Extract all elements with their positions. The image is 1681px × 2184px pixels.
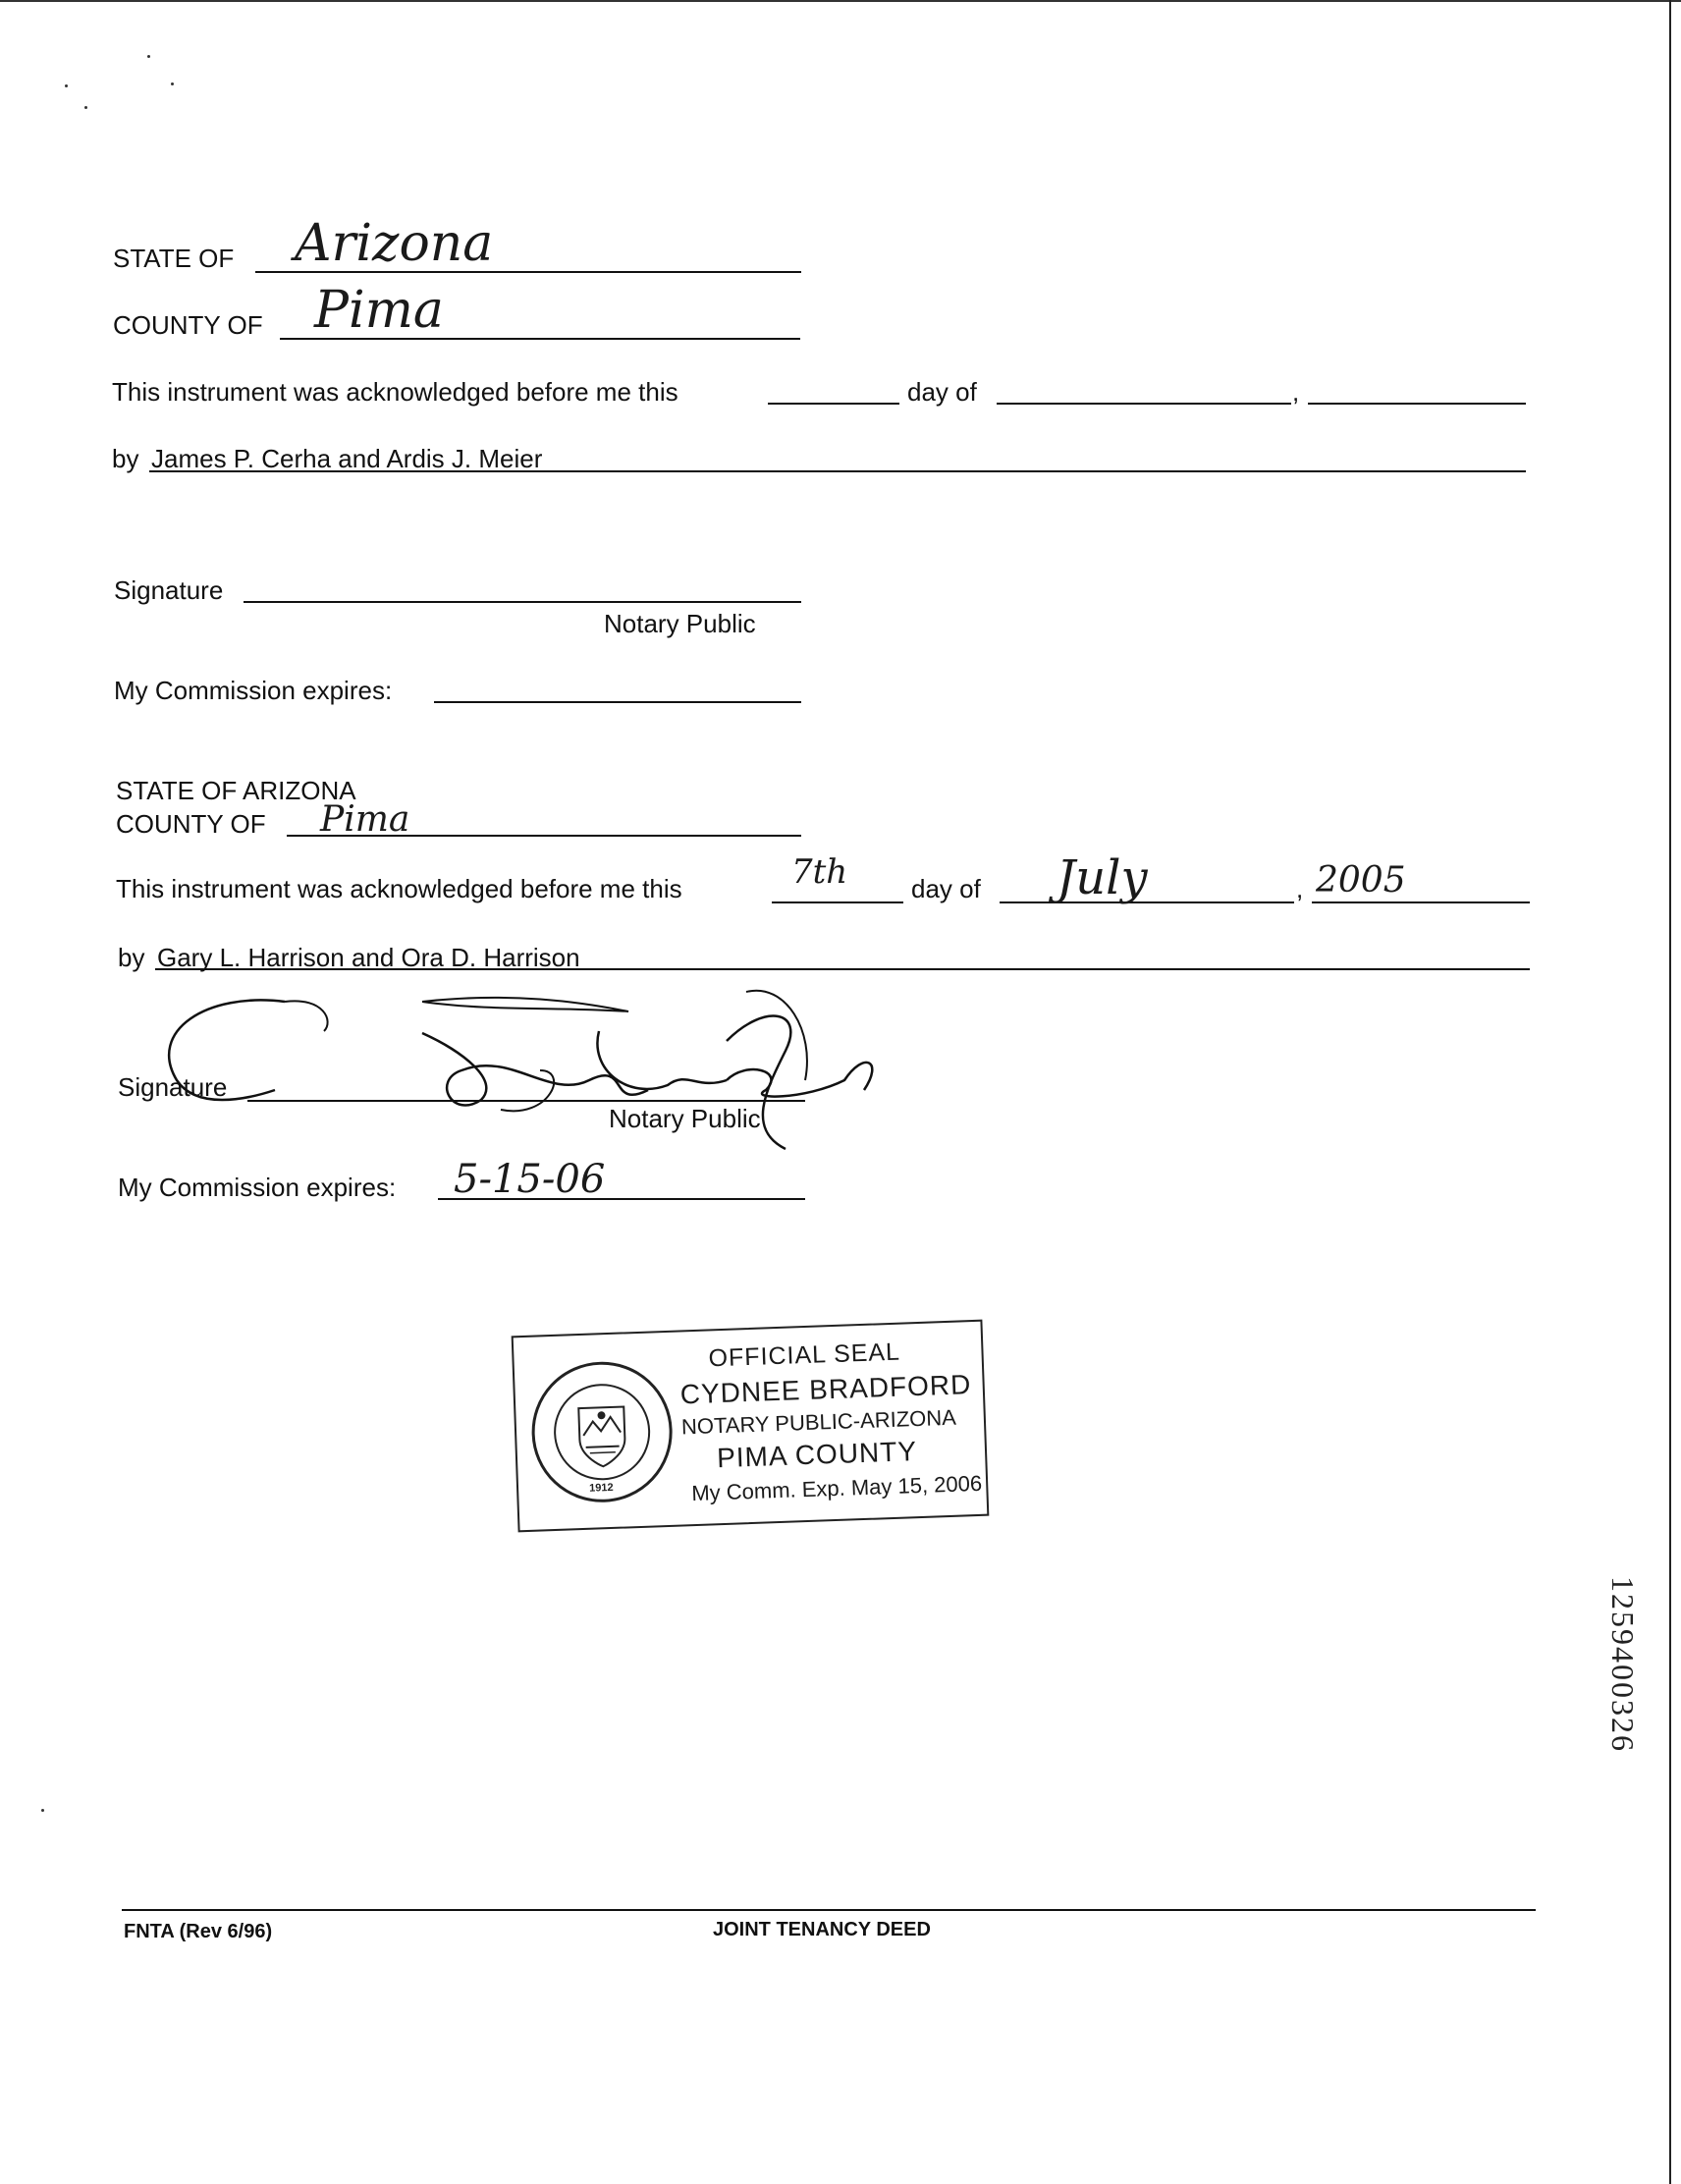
year-handwritten: 2005 — [1316, 860, 1406, 901]
document-title: JOINT TENANCY DEED — [713, 1919, 931, 1940]
seal-line-notary: NOTARY PUBLIC-ARIZONA — [680, 1404, 957, 1440]
day-of-label-2: day of — [911, 874, 981, 903]
state-handwritten: Arizona — [295, 214, 494, 273]
notary-public-label: Notary Public — [604, 609, 756, 638]
scan-speck — [147, 55, 150, 58]
by-names-2: Gary L. Harrison and Ora D. Harrison — [157, 943, 580, 972]
by-label: by — [112, 444, 139, 473]
state-label: STATE OF — [113, 244, 235, 273]
side-document-number — [1605, 1576, 1641, 1753]
by-line-2 — [155, 968, 1530, 970]
commission-label-2: My Commission expires: — [118, 1173, 397, 1202]
scan-speck — [171, 82, 174, 85]
signature-line-2 — [247, 1100, 805, 1102]
comma-2: , — [1296, 874, 1304, 903]
ack-text: This instrument was acknowledged before me this — [112, 377, 678, 407]
commission-label: My Commission expires: — [114, 676, 393, 705]
commission-handwritten: 5-15-06 — [454, 1157, 606, 1202]
by-label-2: by — [118, 943, 145, 972]
official-seal-stamp — [512, 1320, 990, 1533]
commission-line — [434, 701, 801, 703]
signature-label-2: Signature — [118, 1072, 228, 1102]
notary-public-label-2: Notary Public — [609, 1104, 761, 1133]
year-line-2 — [1312, 901, 1530, 903]
month-line — [997, 403, 1291, 405]
year-line — [1308, 403, 1526, 405]
county-handwritten: Pima — [314, 281, 444, 340]
county-label: COUNTY OF — [113, 310, 263, 340]
ack-text-2: This instrument was acknowledged before me this — [116, 874, 682, 903]
county-handwritten-2: Pima — [320, 799, 410, 840]
page-right-edge — [1669, 0, 1671, 2184]
scan-speck — [65, 84, 68, 87]
form-code: FNTA (Rev 6/96) — [124, 1921, 273, 1942]
footer-rule — [122, 1909, 1536, 1911]
comma: , — [1292, 377, 1300, 407]
day-line — [768, 403, 899, 405]
notary-signature-scribble — [137, 972, 1021, 1169]
day-of-label: day of — [907, 377, 977, 407]
signature-line — [244, 601, 801, 603]
seal-line-expiry: My Comm. Exp. May 15, 2006 — [690, 1470, 983, 1506]
month-handwritten: July — [1057, 850, 1148, 905]
seal-line-name: CYDNEE BRADFORD — [679, 1369, 972, 1410]
by-line — [149, 470, 1526, 472]
by-names: James P. Cerha and Ardis J. Meier — [151, 444, 543, 473]
seal-line-county: PIMA COUNTY — [716, 1436, 918, 1474]
day-handwritten: 7th — [791, 852, 848, 892]
signature-label: Signature — [114, 575, 224, 605]
side-number-text: 1259400326 — [1605, 1576, 1641, 1753]
seal-line-official: OFFICIAL SEAL — [708, 1338, 901, 1373]
state-arizona-label: STATE OF ARIZONA — [116, 776, 356, 805]
scan-speck — [41, 1809, 44, 1812]
seal-emblem-year: 1912 — [588, 1481, 614, 1495]
page-top-edge — [0, 0, 1681, 2]
county-label-2: COUNTY OF — [116, 809, 266, 839]
scan-speck — [84, 106, 87, 109]
day-line-2 — [772, 901, 903, 903]
